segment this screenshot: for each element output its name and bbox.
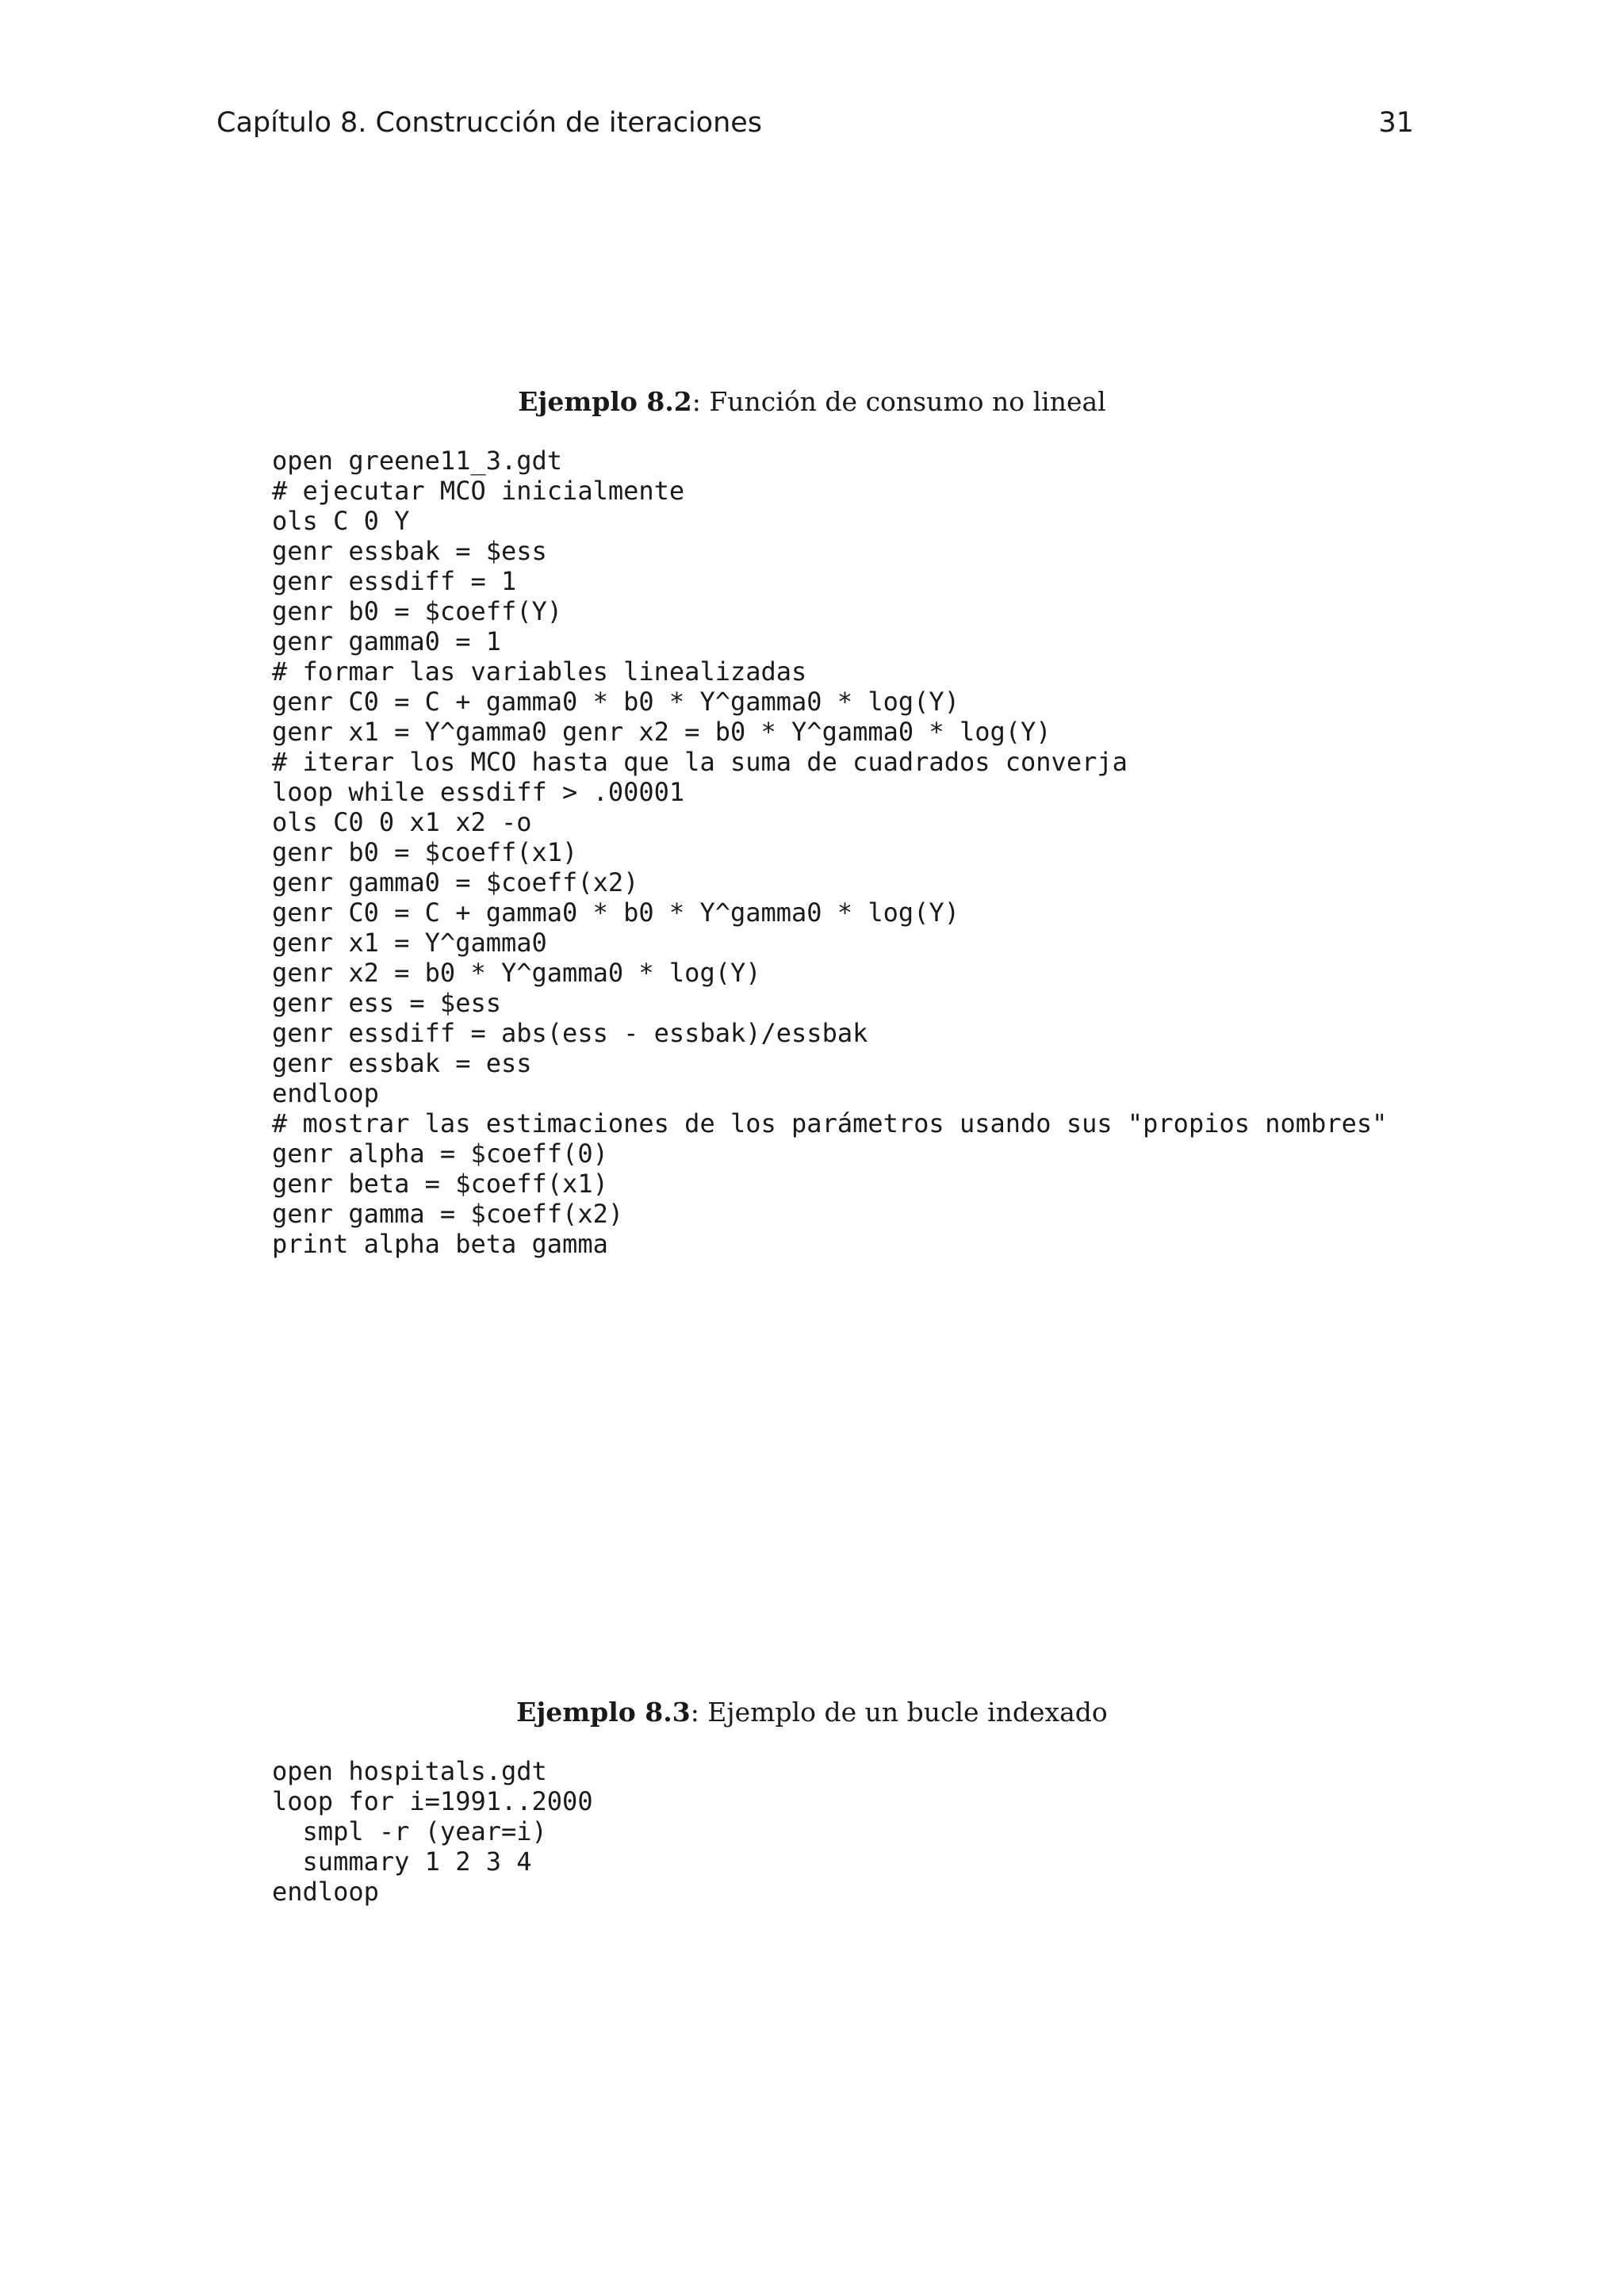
code-line: genr gamma0 = $coeff(x2) <box>272 867 639 897</box>
code-line: # iterar los MCO hasta que la suma de cuadrados converja <box>272 747 1128 777</box>
code-line: genr C0 = C + gamma0 * b0 * Y^gamma0 * log(Y) <box>272 897 959 928</box>
code-line: # ejecutar MCO inicialmente <box>272 476 685 506</box>
code-line: open greene11_3.gdt <box>272 446 563 476</box>
code-line: endloop <box>272 1877 379 1907</box>
code-line: ols C 0 Y <box>272 506 410 536</box>
code-line: genr x2 = b0 * Y^gamma0 * log(Y) <box>272 958 761 988</box>
running-head <box>216 103 1414 143</box>
code-line: # mostrar las estimaciones de los parámetros usando sus "propios nombres" <box>272 1108 1388 1138</box>
code-line: genr gamma0 = 1 <box>272 626 501 656</box>
example-caption-text: : Función de consumo no lineal <box>691 386 1106 417</box>
code-line: genr gamma = $coeff(x2) <box>272 1199 624 1229</box>
code-line: genr x1 = Y^gamma0 genr x2 = b0 * Y^gamma0 * log(Y) <box>272 717 1051 747</box>
example-label: Ejemplo 8.3 <box>516 1697 691 1728</box>
code-line: genr beta = $coeff(x1) <box>272 1169 608 1199</box>
example-caption <box>0 1694 1624 1731</box>
code-line: print alpha beta gamma <box>272 1229 608 1259</box>
code-line: genr C0 = C + gamma0 * b0 * Y^gamma0 * log(Y) <box>272 687 959 717</box>
example-caption <box>0 384 1624 420</box>
code-line: summary 1 2 3 4 <box>272 1846 532 1877</box>
code-line: ols C0 0 x1 x2 -o <box>272 807 532 837</box>
page-number: 31 <box>1378 107 1414 139</box>
example-label: Ejemplo 8.2 <box>518 386 692 417</box>
code-line: genr b0 = $coeff(Y) <box>272 596 563 626</box>
code-line: genr essdiff = abs(ess - essbak)/essbak <box>272 1018 868 1048</box>
code-line: genr b0 = $coeff(x1) <box>272 837 578 867</box>
code-line: genr essdiff = 1 <box>272 566 517 596</box>
code-line: open hospitals.gdt <box>272 1756 547 1786</box>
code-line: genr ess = $ess <box>272 988 501 1018</box>
code-line: genr alpha = $coeff(0) <box>272 1138 608 1169</box>
code-listing <box>272 446 1387 1259</box>
code-listing <box>272 1756 593 1907</box>
chapter-title: Capítulo 8. Construcción de iteraciones <box>216 107 763 139</box>
code-line: loop for i=1991..2000 <box>272 1786 593 1816</box>
code-line: endloop <box>272 1078 379 1108</box>
example-caption-text: : Ejemplo de un bucle indexado <box>690 1697 1108 1728</box>
code-line: genr essbak = $ess <box>272 536 547 566</box>
code-line: smpl -r (year=i) <box>272 1816 547 1846</box>
code-line: genr essbak = ess <box>272 1048 532 1078</box>
code-line: loop while essdiff > .00001 <box>272 777 685 807</box>
code-line: # formar las variables linealizadas <box>272 656 807 687</box>
code-line: genr x1 = Y^gamma0 <box>272 928 547 958</box>
